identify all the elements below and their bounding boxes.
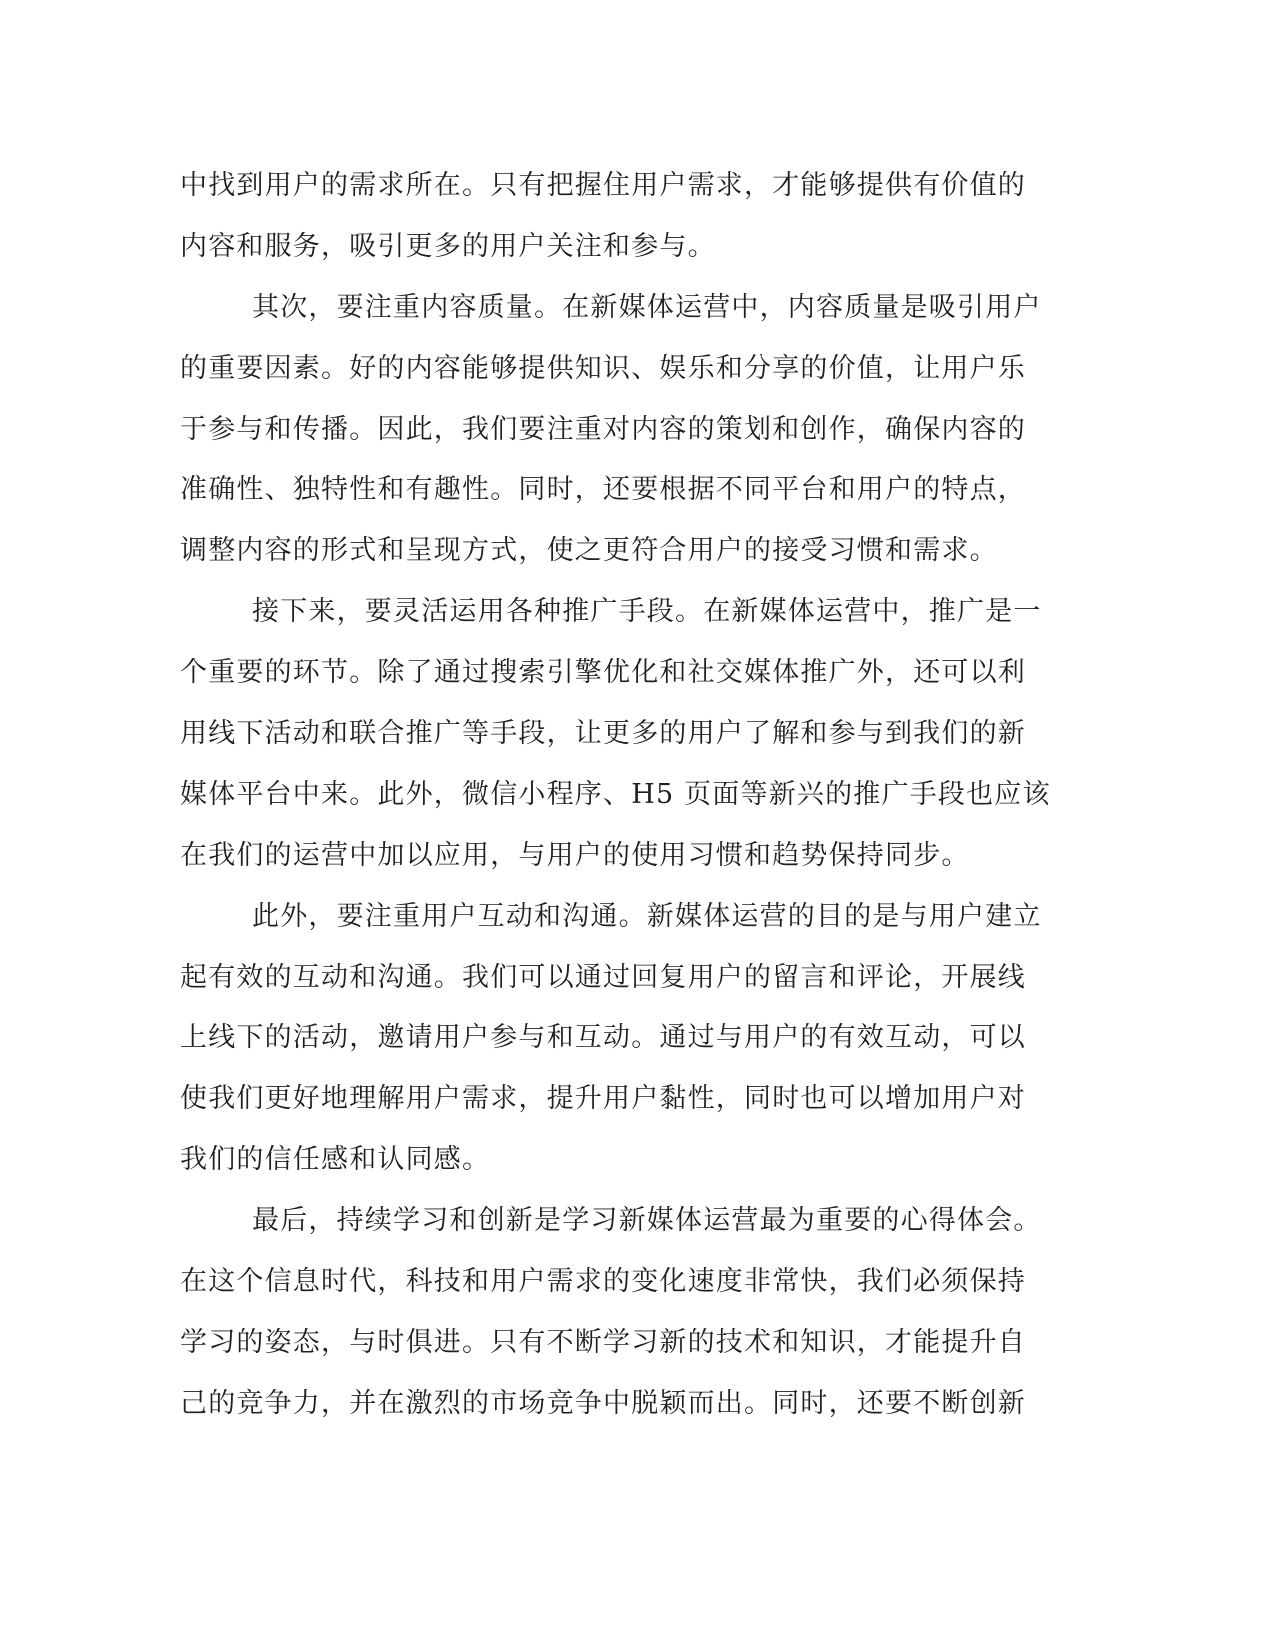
text-line: 使我们更好地理解用户需求，提升用户黏性，同时也可以增加用户对 [180, 1083, 1026, 1115]
text-line: 于参与和传播。因此，我们要注重对内容的策划和创作，确保内容的 [180, 413, 1026, 445]
paragraph-first-line: 其次，要注重内容质量。在新媒体运营中，内容质量是吸引用户 [252, 291, 1042, 323]
text-line: 用线下活动和联合推广等手段，让更多的用户了解和参与到我们的新 [180, 718, 1026, 750]
text-line: 在我们的运营中加以应用，与用户的使用习惯和趋势保持同步。 [180, 839, 970, 871]
body-text [180, 156, 1060, 1435]
text-line: 起有效的互动和沟通。我们可以通过回复用户的留言和评论，开展线 [180, 961, 1026, 993]
paragraph-first-line: 接下来，要灵活运用各种推广手段。在新媒体运营中，推广是一 [252, 596, 1042, 628]
text-line: 调整内容的形式和呈现方式，使之更符合用户的接受习惯和需求。 [180, 535, 998, 567]
text-line: 内容和服务，吸引更多的用户关注和参与。 [180, 230, 716, 262]
text-line: 己的竞争力，并在激烈的市场竞争中脱颖而出。同时，还要不断创新 [180, 1387, 1026, 1419]
text-line: 学习的姿态，与时俱进。只有不断学习新的技术和知识，才能提升自 [180, 1326, 1026, 1358]
text-line: 个重要的环节。除了通过搜索引擎优化和社交媒体推广外，还可以利 [180, 657, 1026, 689]
paragraph-first-line: 最后，持续学习和创新是学习新媒体运营最为重要的心得体会。 [252, 1205, 1042, 1237]
text-line: 上线下的活动，邀请用户参与和互动。通过与用户的有效互动，可以 [180, 1022, 1026, 1054]
text-line: 中找到用户的需求所在。只有把握住用户需求，才能够提供有价值的 [180, 170, 1026, 201]
text-line: 的重要因素。好的内容能够提供知识、娱乐和分享的价值，让用户乐 [180, 352, 1026, 384]
text-line: 媒体平台中来。此外，微信小程序、H5 页面等新兴的推广手段也应该 [180, 778, 1051, 810]
text-line: 在这个信息时代，科技和用户需求的变化速度非常快，我们必须保持 [180, 1266, 1026, 1298]
text-line: 我们的信任感和认同感。 [180, 1144, 491, 1176]
paragraph-first-line: 此外，要注重用户互动和沟通。新媒体运营的目的是与用户建立 [252, 900, 1042, 932]
text-line: 准确性、独特性和有趣性。同时，还要根据不同平台和用户的特点， [180, 474, 1026, 506]
